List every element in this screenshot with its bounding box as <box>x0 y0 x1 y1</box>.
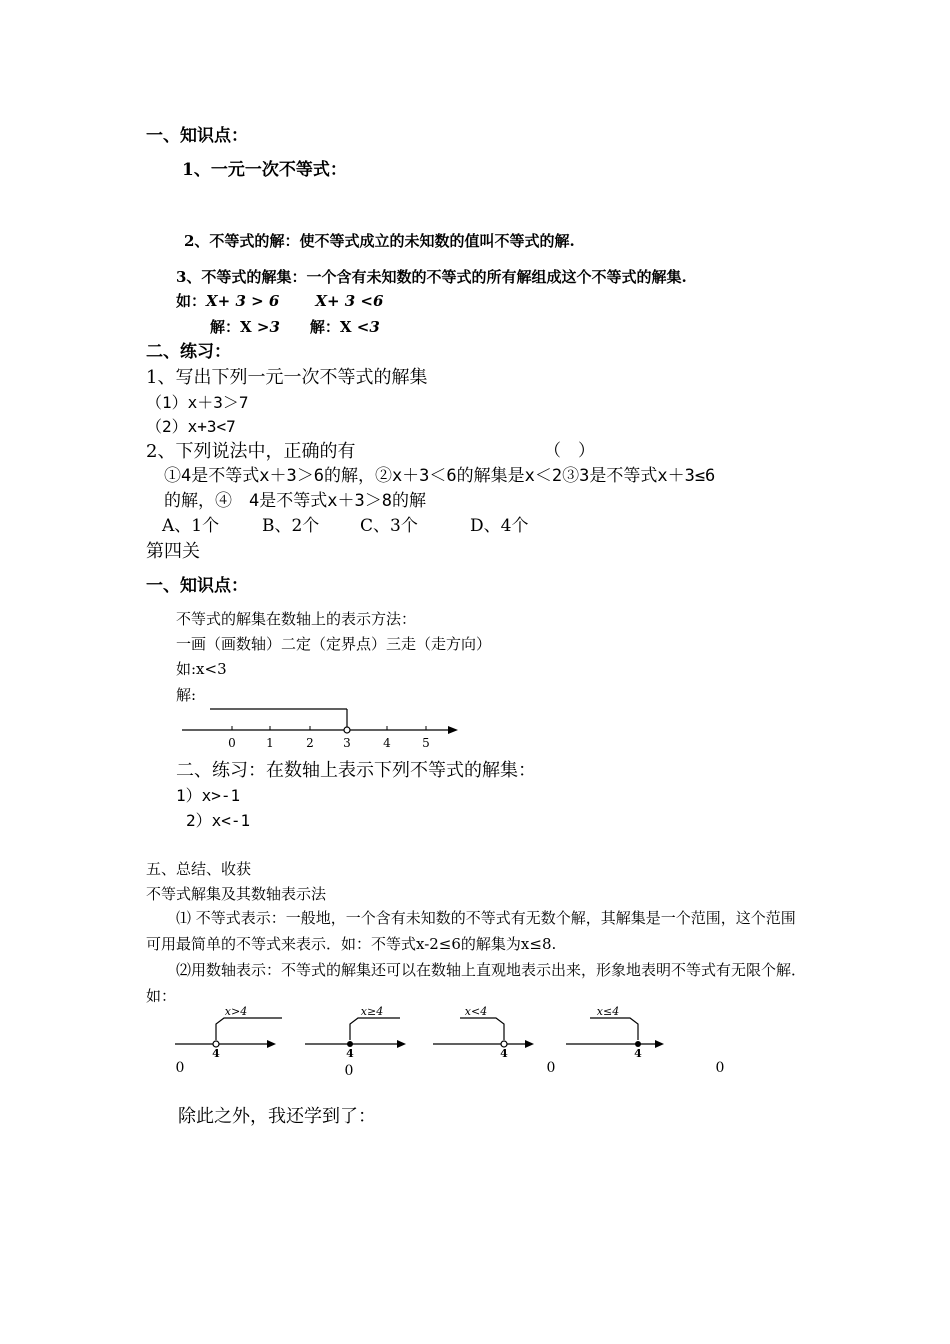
diagram-2-origin: 0 <box>344 1063 354 1079</box>
method-solution-label: 解: <box>176 686 197 704</box>
diagram-1-origin: 0 <box>175 1060 185 1076</box>
method-line-2: 一画（画数轴）二定（定界点）三走（走方向） <box>176 635 492 653</box>
option-a: A、1个 <box>162 516 220 536</box>
question-1: 1、写出下列一元一次不等式的解集 <box>146 367 428 388</box>
solution-1-prefix: 解：X > <box>210 318 270 336</box>
method-line-1: 不等式的解集在数轴上的表示方法： <box>176 610 417 628</box>
example-expression-1: X+ 3 > 6 <box>206 292 280 310</box>
diagram-3-label: x<4 <box>464 1005 488 1018</box>
closing-line: 除此之外，我还学到了： <box>178 1106 376 1127</box>
option-c: C、3个 <box>360 516 418 536</box>
question-1a: （1）x＋3＞7 <box>146 393 249 412</box>
question-2-line-1: ①4是不等式x＋3＞6的解，②x＋3＜6的解集是x＜2③3是不等式x＋3≤6 <box>164 466 716 486</box>
practice-item-1: 1）x>-1 <box>176 786 241 805</box>
summary-paragraph-2: ⑵用数轴表示：不等式的解集还可以在数轴上直观地表示出来，形象地表明不等式有无限个解．如： <box>146 961 807 1006</box>
tick-label-5: 5 <box>422 736 430 750</box>
summary-heading: 五、总结、收获 <box>146 860 252 878</box>
method-example: 如:x<3 <box>176 660 227 678</box>
point-1: 1、一元一次不等式： <box>182 160 347 180</box>
solution-2-value: 3 <box>369 318 380 336</box>
diagram-3-point: 4 <box>500 1047 508 1060</box>
question-2: 2、下列说法中，正确的有 <box>146 441 356 462</box>
diagram-1-point: 4 <box>212 1047 220 1060</box>
tick-label-2: 2 <box>306 736 314 750</box>
section-heading-practice: 二、练习： <box>146 342 231 362</box>
diagram-4-point: 4 <box>634 1047 642 1060</box>
solution-2-prefix: 解：X < <box>309 318 370 336</box>
diagram-4-label: x≤4 <box>596 1005 620 1018</box>
diagram-2-point: 4 <box>346 1047 354 1060</box>
summary-subheading: 不等式解集及其数轴表示法 <box>146 885 327 903</box>
practice-heading-2: 二、练习：在数轴上表示下列不等式的解集： <box>176 760 536 781</box>
diagram-2-label: x≥4 <box>360 1005 384 1018</box>
diagram-4-origin: 0 <box>715 1060 725 1076</box>
tick-label-3: 3 <box>343 736 351 750</box>
solution-1-value: 3 <box>269 318 280 336</box>
question-1b: （2）x+3<7 <box>146 417 236 436</box>
tick-label-0: 0 <box>228 736 236 750</box>
tick-label-4: 4 <box>383 736 391 750</box>
example-prefix: 如： <box>176 292 207 310</box>
option-d: D、4个 <box>470 516 529 536</box>
practice-item-2: 2）x<-1 <box>186 811 251 830</box>
level-title: 第四关 <box>146 541 200 562</box>
point-2: 2、不等式的解：使不等式成立的未知数的值叫不等式的解. <box>184 232 575 250</box>
example-expression-2: X+ 3 <6 <box>315 292 384 310</box>
tick-label-1: 1 <box>266 736 274 750</box>
section-heading-knowledge-2: 一、知识点： <box>146 576 248 596</box>
question-2-line-2: 的解，④ 4是不等式x＋3＞8的解 <box>164 491 426 511</box>
summary-paragraph-1: ⑴ 不等式表示：一般地，一个含有未知数的不等式有无数个解，其解集是一个范围，这个范围可用最简单的不等式来表示．如：不等式x-2≤6的解集为x≤8. <box>146 909 796 954</box>
diagram-1-label: x>4 <box>224 1005 248 1018</box>
answer-blank: （ ） <box>544 441 595 461</box>
section-heading-knowledge: 一、知识点： <box>146 126 248 146</box>
diagram-3-origin: 0 <box>546 1060 556 1076</box>
point-3: 3、不等式的解集：一个含有未知数的不等式的所有解组成这个不等式的解集. <box>176 268 687 286</box>
option-b: B、2个 <box>262 516 320 536</box>
